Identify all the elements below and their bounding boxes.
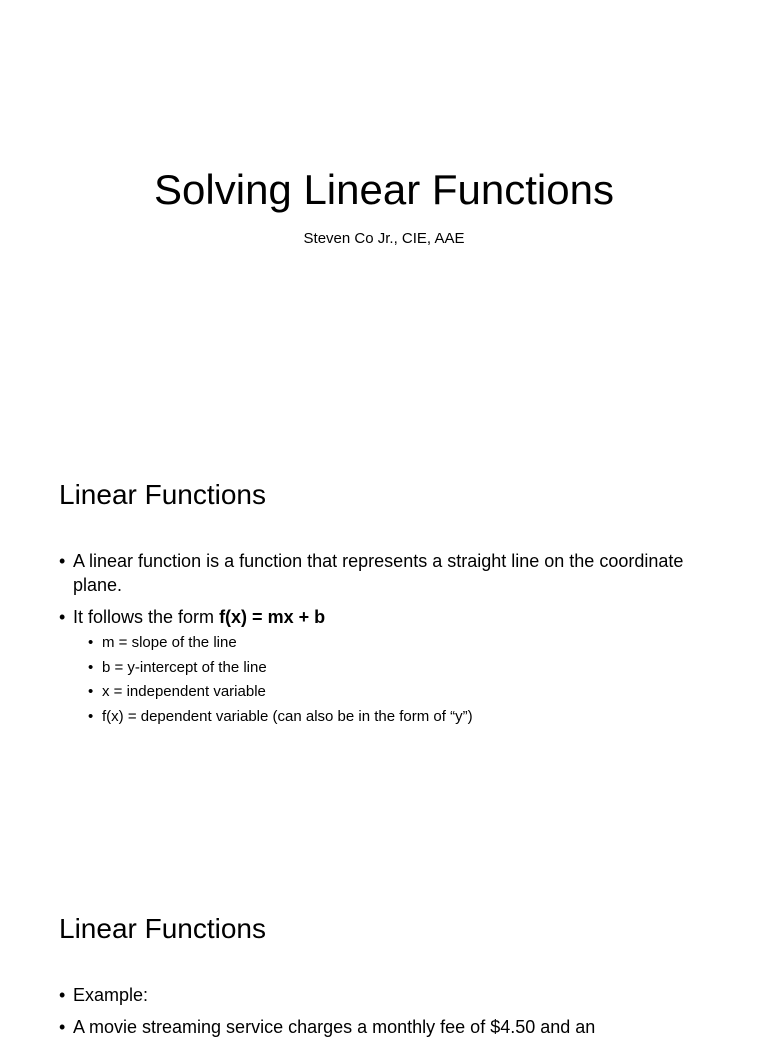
title-slide	[0, 0, 768, 432]
sub-bullet-text: b = y-intercept of the line	[102, 658, 267, 676]
bullet-form	[59, 605, 709, 729]
sub-bullet	[73, 656, 709, 681]
bullet-definition	[59, 549, 709, 597]
sub-bullet	[73, 705, 709, 730]
bullet-example	[59, 983, 709, 1007]
bullet-text: A linear function is a function that represents a straight line on the coordinate plane.	[73, 551, 684, 595]
sub-bullet-list	[73, 631, 709, 729]
sub-bullet-text: x = independent variable	[102, 683, 266, 700]
bullet-text: A movie streaming service charges a monthly fee of $4.50 and an	[73, 1017, 596, 1037]
sub-bullet-dot-icon: •	[88, 658, 94, 676]
formula: f(x) = mx + b	[219, 607, 326, 627]
bullet-dot-icon: •	[59, 1017, 66, 1037]
sub-bullet-dot-icon: •	[88, 707, 94, 725]
sub-bullet	[73, 631, 709, 656]
sub-bullet-text: m = slope of the line	[102, 634, 237, 651]
sub-bullet-dot-icon: •	[88, 634, 94, 651]
bullet-text: Example:	[73, 985, 149, 1005]
bullet-dot-icon: •	[59, 551, 66, 571]
sub-bullet	[73, 680, 709, 705]
bullet-list	[59, 983, 709, 1047]
deck-title: Solving Linear Functions	[154, 166, 614, 213]
slide-heading: Linear Functions	[59, 913, 267, 944]
linear-functions-example-slide	[0, 866, 768, 1037]
bullet-dot-icon: •	[59, 985, 66, 1005]
deck-author: Steven Co Jr., CIE, AAE	[303, 230, 465, 247]
bullet-example-problem	[59, 1015, 709, 1039]
sub-bullet-text: f(x) = dependent variable (can also be in the form of “y”)	[102, 707, 473, 725]
linear-functions-slide	[0, 432, 768, 864]
bullet-text: It follows the form	[73, 607, 220, 627]
slide-heading: Linear Functions	[59, 479, 267, 510]
bullet-list	[59, 549, 709, 737]
sub-bullet-dot-icon: •	[88, 683, 94, 700]
bullet-dot-icon: •	[59, 607, 66, 627]
